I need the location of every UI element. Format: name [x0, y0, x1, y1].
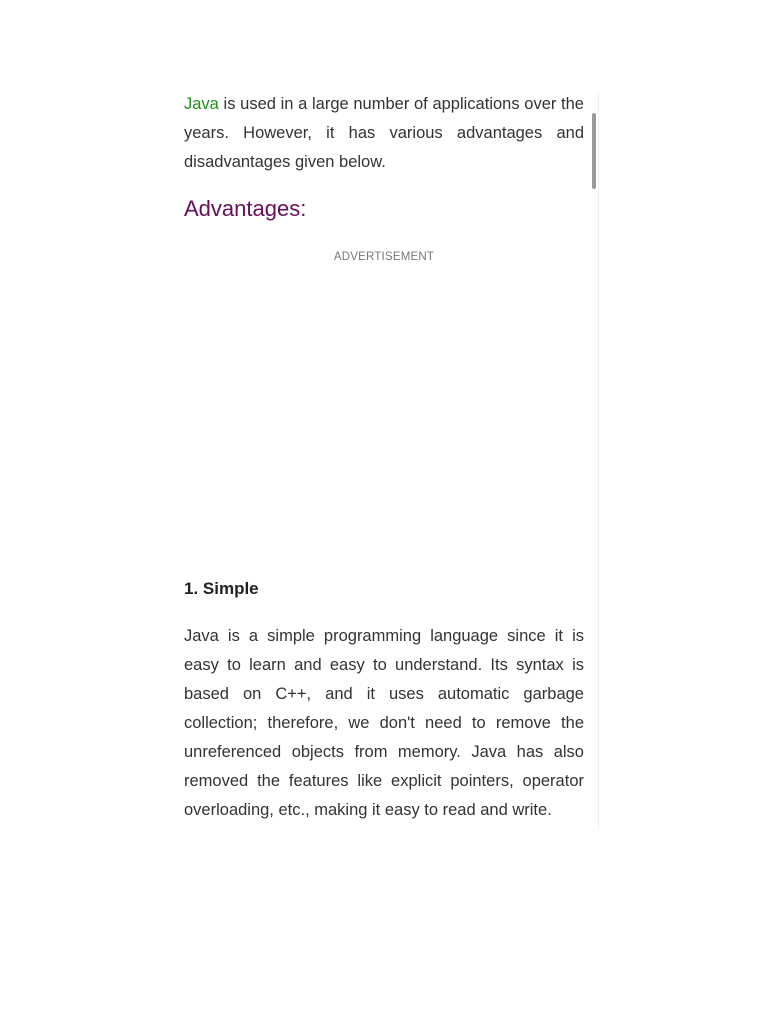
java-link[interactable]: Java — [184, 95, 219, 113]
advertisement-slot — [184, 272, 584, 562]
scrollbar-thumb[interactable] — [592, 113, 596, 189]
section-paragraph-simple: Java is a simple programming language since it is easy to learn and easy to understand. Its syntax is based on C++, and it uses automatic garbage collection; therefore, we don't need to remove the unreferenced objects from memory. Java has also removed the features like explicit pointers, operator overloading, etc., making it easy to read and write. — [184, 627, 584, 819]
intro-text: is used in a large number of applications over the years. However, it has various advantages and disadvantages given below. — [184, 95, 584, 171]
intro-paragraph — [184, 90, 584, 177]
section-heading-simple: 1. Simple — [184, 579, 259, 598]
advertisement-label: ADVERTISEMENT — [333, 251, 435, 263]
advantages-heading: Advantages: — [184, 196, 307, 221]
